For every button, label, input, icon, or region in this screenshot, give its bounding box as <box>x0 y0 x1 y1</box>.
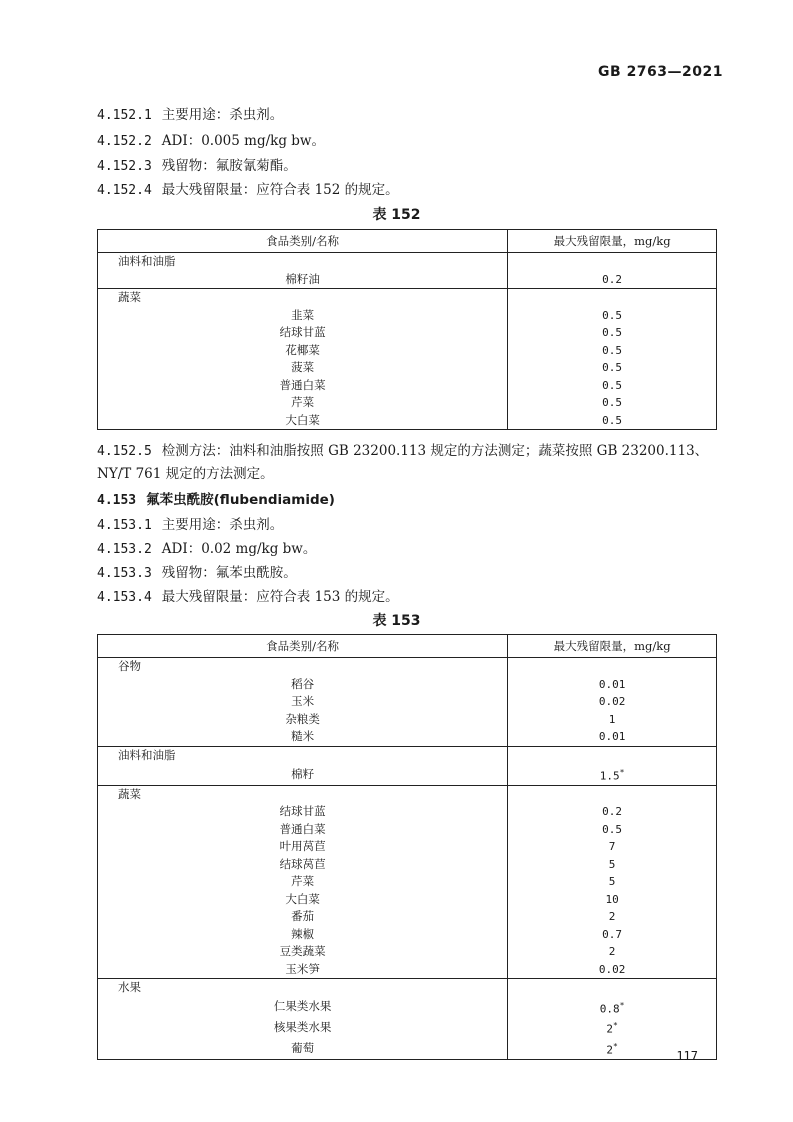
table-row <box>98 785 717 803</box>
table-row <box>98 658 717 676</box>
section-title: 氟苯虫酰胺(flubendiamide) <box>146 492 335 508</box>
table-row <box>98 746 717 764</box>
clause-text: ADI：0.005 mg/kg bw。 <box>161 133 325 149</box>
table-row <box>98 289 717 307</box>
food-name-cell: 结球莴苣 <box>98 856 508 874</box>
clause-line <box>97 561 297 581</box>
mrl-value-cell: 0.01 <box>598 730 626 744</box>
clause-line <box>97 103 283 123</box>
mrl-value-cell: 2 <box>608 945 616 959</box>
table-row <box>98 926 717 944</box>
mrl-value: 2 <box>606 1022 613 1036</box>
food-name-cell: 辣椒 <box>98 926 508 944</box>
clause-number: 4.152.4 <box>97 183 152 198</box>
table-row <box>98 728 717 746</box>
provisional-note-mark: * <box>612 1041 618 1051</box>
mrl-value-cell: 0.7 <box>602 927 623 941</box>
clause-number: 4.153.4 <box>97 590 152 605</box>
clause-line <box>97 513 283 533</box>
clause-text: ADI：0.02 mg/kg bw。 <box>161 541 317 557</box>
clause-number: 4.153.2 <box>97 542 152 557</box>
table-row <box>98 693 717 711</box>
table-row <box>98 908 717 926</box>
mrl-value: 2 <box>606 1043 613 1057</box>
table-153-caption: 表 153 <box>372 613 421 629</box>
clause-line <box>97 129 325 149</box>
food-name-cell: 仁果类水果 <box>98 997 508 1018</box>
mrl-value-cell: 0.02 <box>598 962 626 976</box>
clause-text: 残留物：氟胺氰菊酯。 <box>161 158 297 174</box>
table-row <box>98 324 717 342</box>
food-name-cell: 杂粮类 <box>98 711 508 729</box>
mrl-value: 1.5 <box>599 769 620 783</box>
clause-line <box>97 440 717 485</box>
table-row <box>98 821 717 839</box>
clause-line <box>97 537 316 557</box>
category-cell: 蔬菜 <box>98 785 508 803</box>
food-name-cell: 豆类蔬菜 <box>98 943 508 961</box>
food-name-cell: 普通白菜 <box>98 377 508 395</box>
clause-line <box>97 154 297 174</box>
mrl-value-cell: 1 <box>608 712 616 726</box>
table-row <box>98 253 717 271</box>
mrl-value-cell <box>508 764 717 785</box>
table-row <box>98 711 717 729</box>
mrl-value-cell: 0.2 <box>602 272 623 286</box>
standard-code: GB 2763—2021 <box>598 64 723 80</box>
clause-number: 4.153.1 <box>97 518 152 533</box>
mrl-value-cell: 0.5 <box>602 822 623 836</box>
clause-line <box>97 585 399 605</box>
table-row <box>98 838 717 856</box>
mrl-value-cell: 2 <box>608 910 616 924</box>
category-cell: 水果 <box>98 979 508 997</box>
clause-text: 最大残留限量：应符合表 152 的规定。 <box>161 182 399 198</box>
table-row <box>98 979 717 997</box>
table-152 <box>97 229 717 430</box>
section-heading <box>97 488 335 508</box>
table-row <box>98 271 717 289</box>
section-number: 4.153 <box>97 493 137 508</box>
food-name-cell: 结球甘蓝 <box>98 324 508 342</box>
mrl-value-cell: 0.01 <box>598 677 626 691</box>
table-row <box>98 676 717 694</box>
table-row <box>98 891 717 909</box>
food-name-cell: 核果类水果 <box>98 1017 508 1038</box>
food-name-cell: 叶用莴苣 <box>98 838 508 856</box>
food-name-cell: 韭菜 <box>98 307 508 325</box>
food-name-cell: 葡萄 <box>98 1038 508 1059</box>
mrl-value-cell: 0.5 <box>602 361 623 375</box>
clause-text: 残留物：氟苯虫酰胺。 <box>161 565 297 581</box>
table-row <box>98 961 717 979</box>
mrl-value-cell: 0.5 <box>602 343 623 357</box>
mrl-value-cell: 0.5 <box>602 326 623 340</box>
table-row <box>98 307 717 325</box>
category-cell: 谷物 <box>98 658 508 676</box>
food-name-cell: 番茄 <box>98 908 508 926</box>
table-row <box>98 412 717 430</box>
mrl-value-cell: 0.5 <box>602 308 623 322</box>
mrl-value-cell: 0.5 <box>602 413 623 427</box>
food-name-cell: 稻谷 <box>98 676 508 694</box>
table-row <box>98 359 717 377</box>
clause-number: 4.153.3 <box>97 566 152 581</box>
food-name-cell: 芹菜 <box>98 873 508 891</box>
category-cell: 油料和油脂 <box>98 253 508 271</box>
food-name-cell: 芹菜 <box>98 394 508 412</box>
mrl-value-cell <box>508 997 717 1018</box>
mrl-value-cell <box>508 1017 717 1038</box>
table-row <box>98 764 717 785</box>
table-row <box>98 1017 717 1038</box>
food-name-cell: 普通白菜 <box>98 821 508 839</box>
provisional-note-mark: * <box>612 1021 618 1031</box>
category-cell: 油料和油脂 <box>98 746 508 764</box>
food-name-cell: 棉籽 <box>98 764 508 785</box>
table-row <box>98 803 717 821</box>
table-153 <box>97 634 717 1060</box>
table-row <box>98 342 717 360</box>
column-header-name: 食品类别/名称 <box>98 230 508 253</box>
food-name-cell: 结球甘蓝 <box>98 803 508 821</box>
page-number: 117 <box>676 1049 698 1063</box>
clause-number: 4.152.5 <box>97 444 152 459</box>
mrl-value-cell: 5 <box>608 875 616 889</box>
clause-text: 检测方法：油料和油脂按照 GB 23200.113 规定的方法测定；蔬菜按照 GB 23200.113、NY/T 761 规定的方法测定。 <box>97 443 709 482</box>
table-row <box>98 1038 717 1059</box>
table-row <box>98 873 717 891</box>
food-name-cell: 糙米 <box>98 728 508 746</box>
clause-number: 4.152.3 <box>97 159 152 174</box>
clause-text: 主要用途：杀虫剂。 <box>161 517 284 533</box>
column-header-value: 最大残留限量，mg/kg <box>508 230 717 253</box>
food-name-cell: 大白菜 <box>98 891 508 909</box>
provisional-note-mark: * <box>619 1000 625 1010</box>
food-name-cell: 玉米笋 <box>98 961 508 979</box>
clause-number: 4.152.2 <box>97 134 152 149</box>
mrl-value-cell: 5 <box>608 857 616 871</box>
clause-text: 最大残留限量：应符合表 153 的规定。 <box>161 589 399 605</box>
food-name-cell: 菠菜 <box>98 359 508 377</box>
food-name-cell: 花椰菜 <box>98 342 508 360</box>
table-row <box>98 377 717 395</box>
mrl-value-cell: 10 <box>605 892 619 906</box>
food-name-cell: 大白菜 <box>98 412 508 430</box>
table-row <box>98 856 717 874</box>
clause-text: 主要用途：杀虫剂。 <box>161 107 284 123</box>
food-name-cell: 玉米 <box>98 693 508 711</box>
table-152-caption: 表 152 <box>372 207 421 223</box>
mrl-value: 0.8 <box>599 1002 620 1016</box>
table-row <box>98 394 717 412</box>
column-header-name: 食品类别/名称 <box>98 635 508 658</box>
mrl-value-cell: 7 <box>608 840 616 854</box>
mrl-value-cell: 0.5 <box>602 396 623 410</box>
table-row <box>98 997 717 1018</box>
provisional-note-mark: * <box>619 768 625 777</box>
column-header-value: 最大残留限量，mg/kg <box>508 635 717 658</box>
clause-number: 4.152.1 <box>97 108 152 123</box>
mrl-value-cell: 0.02 <box>598 695 626 709</box>
clause-line <box>97 178 399 198</box>
table-row <box>98 943 717 961</box>
category-cell: 蔬菜 <box>98 289 508 307</box>
mrl-value-cell: 0.2 <box>602 805 623 819</box>
food-name-cell: 棉籽油 <box>98 271 508 289</box>
mrl-value-cell: 0.5 <box>602 378 623 392</box>
